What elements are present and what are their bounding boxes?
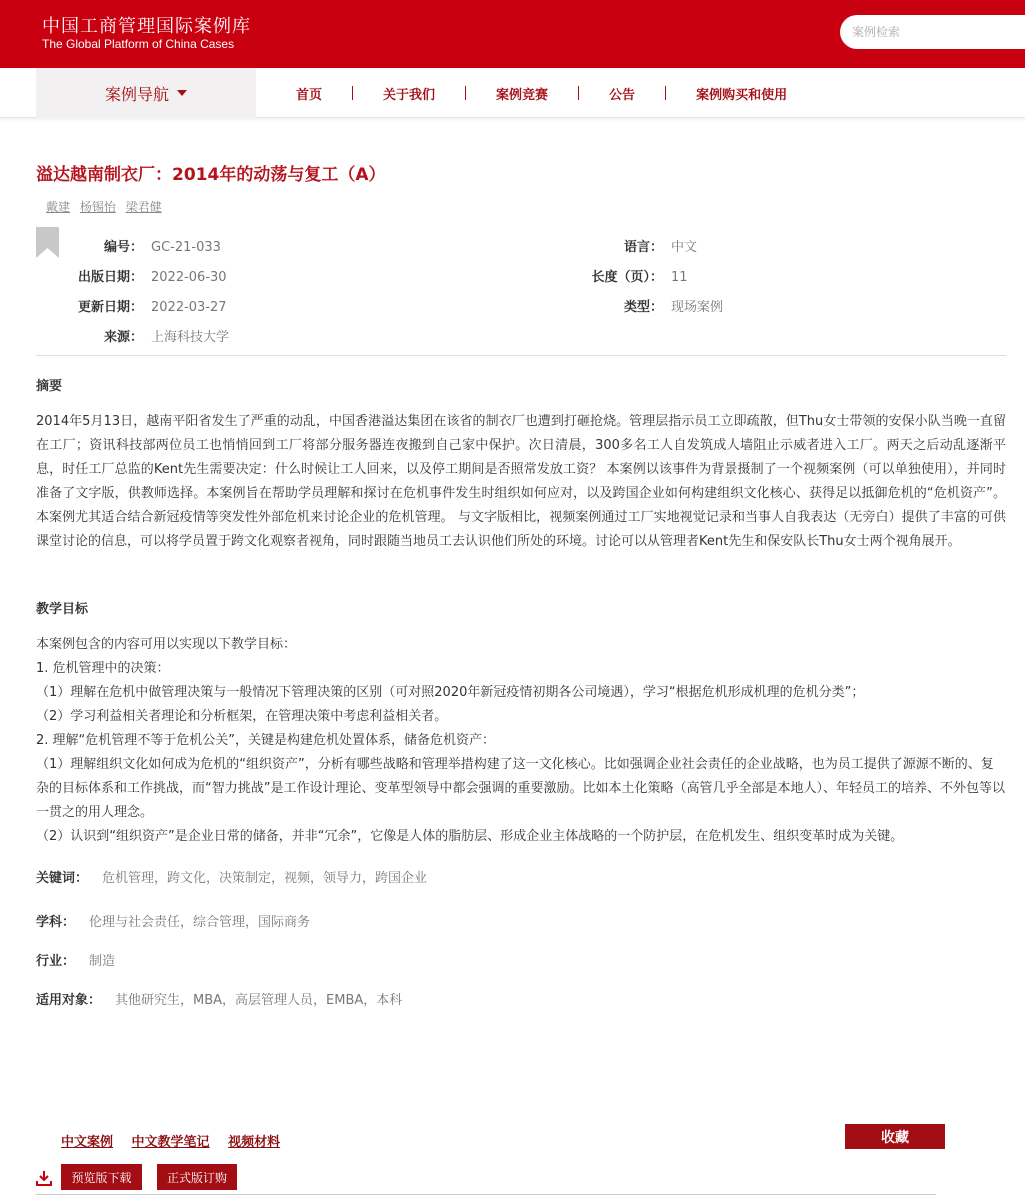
preview-download-button[interactable]: 预览版下载 [61,1164,142,1190]
keywords-label: 关键词： [36,871,89,886]
nav-link-home[interactable]: 首页 [296,87,323,103]
keywords-row [36,867,427,886]
site-logo-cn[interactable]: 中国工商管理国际案例库 [42,16,251,37]
meta-source [0,326,229,346]
subject-value: 伦理与社会责任，综合管理，国际商务 [89,915,311,930]
abstract-heading: 摘要 [36,379,63,394]
caret-down-icon [177,90,187,96]
meta-value: 现场案例 [671,300,724,315]
author-list [46,198,168,215]
subject-label: 学科： [36,915,76,930]
abstract-text: 2014年5月13日，越南平阳省发生了严重的动乱，中国香港溢达集团在该省的制衣厂也遭到打砸抢烧。管理层指示员工立即疏散，但Thu女士带领的安保小队当晚一直留在工厂；资讯科技部两位员工也悄悄回到工厂将部分服务器连夜搬到自己家中保护。次日清晨，300多名工人自发筑成人墙阻止示威者进入工厂。两天之后动乱逐渐平息，时任工厂总监的Kent先生需要决定：什么时候让工人回来，以及停工期间是否照常发放工资？ 本案例以该事件为背景摄制了一个视频案例（可以单独使用），并同时准备了文字版，供教师选择。本案例旨在帮助学员理解和探讨在危机事件发生时组织如何应对，以及跨国企业如何构建组织文化核心、获得足以抵御危机的“危机资产”。本案例尤其适合结合新冠疫情等突发性外部危机来讨论企业的危机管理。 与文字版相比，视频案例通过工厂实地视觉记录和当事人自我表达（无旁白）提供了丰富的可供课堂讨论的信息，可以将学员置于跨文化观察者视角，同时跟随当地员工去认识他们所处的环境。讨论可以从管理者Kent先生和保安队长Thu女士两个视角展开。 [36,414,1006,549]
meta-publish-date [0,266,227,286]
nav-link-announcements[interactable]: 公告 [609,87,636,103]
section-divider [36,355,1006,356]
case-navigation-label: 案例导航 [104,84,169,104]
industry-label: 行业： [36,954,76,969]
objectives-list [36,633,1006,849]
meta-language [508,236,697,256]
meta-value: 2022-06-30 [151,270,227,285]
favorite-button[interactable]: 收藏 [845,1124,945,1149]
case-title: 溢达越南制衣厂：2014年的动荡与复工（A） [36,165,386,185]
meta-value: 上海科技大学 [151,330,230,345]
meta-label: 出版日期： [77,270,143,285]
objective-line: （2）认识到“组织资产”是企业日常的储备，并非“冗余”，它像是人体的脂肪层、形成企业主体战略的一个防护层，在危机发生、组织变革时成为关键。 [36,829,904,844]
meta-label: 语言： [623,240,663,255]
industry-row [36,950,115,969]
audience-value: 其他研究生，MBA，高层管理人员，EMBA，本科 [115,993,403,1008]
objective-line: （1）理解在危机中做管理决策与一般情况下管理决策的区别（可对照2020年新冠疫情初期各公司境遇），学习“根据危机形成机理的危机分类”； [36,685,865,700]
nav-link-purchase[interactable]: 案例购买和使用 [696,87,788,103]
top-header [0,0,1025,68]
objective-line: 1. 危机管理中的决策： [36,661,170,676]
meta-case-number [0,236,221,256]
audience-row [36,989,402,1008]
case-navigation-dropdown[interactable] [36,68,256,118]
subject-row [36,911,310,930]
meta-update-date [0,296,227,316]
author-link[interactable]: 梁君健 [125,200,162,214]
bottom-divider [36,1194,936,1195]
search-input[interactable] [840,15,1025,49]
audience-label: 适用对象： [36,993,102,1008]
meta-label: 编号： [103,240,143,255]
meta-label: 来源： [103,330,143,345]
tab-chinese-case[interactable]: 中文案例 [61,1135,114,1150]
meta-length [508,266,688,286]
tab-teaching-notes[interactable]: 中文教学笔记 [131,1135,210,1150]
meta-label: 类型： [623,300,663,315]
nav-link-about[interactable]: 关于我们 [383,87,436,103]
author-link[interactable]: 戴建 [46,200,71,214]
author-link[interactable]: 杨锡怡 [79,200,116,214]
industry-value: 制造 [89,954,116,969]
meta-value: GC-21-033 [151,240,221,255]
nav-link-competition[interactable]: 案例竞赛 [496,87,549,103]
meta-label: 长度（页）： [591,270,663,285]
meta-value: 中文 [671,240,698,255]
meta-value: 11 [671,270,688,285]
keywords-value: 危机管理，跨文化，决策制定，视频，领导力，跨国企业 [102,871,428,886]
objective-line: （1）理解组织文化如何成为危机的“组织资产”，分析有哪些战略和管理举措构建了这一文化核心。比如强调企业社会责任的企业战略，也为员工提供了源源不断的、复杂的目标体系和工作挑战，而“智力挑战”是工作设计理论、变革型领导中都会强调的重要激励。比如本土化策略（高管几乎全部是本地人）、年轻员工的培养、不外包等以一贯之的用人理念。 [36,757,1005,820]
download-icon[interactable] [36,1170,52,1186]
main-nav [0,68,1025,118]
tab-video-materials[interactable]: 视频材料 [228,1135,281,1150]
site-logo-en[interactable]: The Global Platform of China Cases [42,37,235,51]
meta-type [508,296,723,316]
objectives-heading: 教学目标 [36,602,89,617]
objective-line: 2. 理解“危机管理不等于危机公关”，关键是构建危机处置体系，储备危机资产： [36,733,496,748]
nav-links [272,68,817,118]
meta-value: 2022-03-27 [151,300,227,315]
meta-label: 更新日期： [77,300,143,315]
order-button[interactable]: 正式版订购 [157,1164,237,1190]
objective-line: 本案例包含的内容可用以实现以下教学目标： [36,637,297,652]
material-tabs [61,1131,294,1150]
objective-line: （2）学习利益相关者理论和分析框架，在管理决策中考虑利益相关者。 [36,709,448,724]
